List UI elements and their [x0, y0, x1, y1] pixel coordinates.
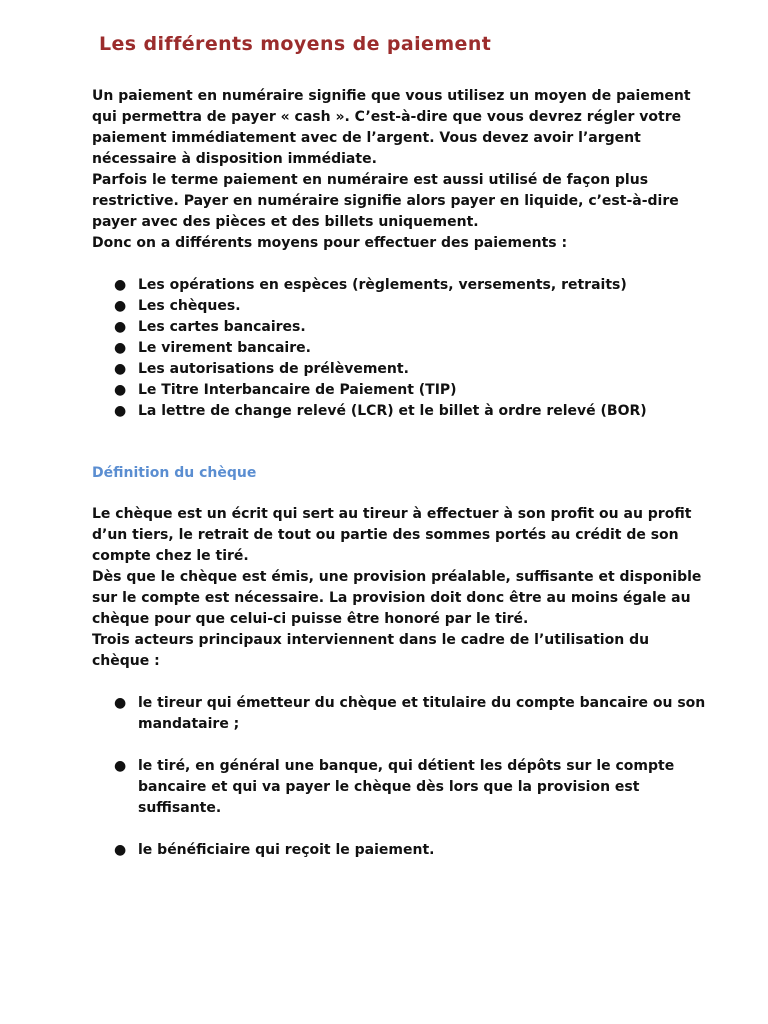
bullet-icon: ● — [114, 277, 127, 293]
intro-line: Parfois le terme paiement en numéraire est aussi utilisé de façon plus — [92, 172, 649, 188]
list-item — [92, 756, 692, 819]
intro-line: Donc on a différents moyens pour effectuer des paiements : — [92, 235, 568, 251]
actors-list — [92, 693, 706, 861]
list-item — [92, 401, 692, 422]
page-title: Les différents moyens de paiement — [99, 33, 492, 55]
intro-line: payer avec des pièces et des billets uniquement. — [92, 214, 479, 230]
bullet-icon: ● — [114, 340, 127, 356]
list-item — [92, 338, 692, 359]
cheque-line: compte chez le tiré. — [92, 548, 249, 564]
list-item-line: le bénéficiaire qui reçoit le paiement. — [138, 842, 435, 858]
intro-line: restrictive. Payer en numéraire signifie alors payer en liquide, c’est-à-dire — [92, 193, 679, 209]
bullet-icon: ● — [114, 382, 127, 398]
bullet-icon: ● — [114, 403, 127, 419]
intro-line: Un paiement en numéraire signifie que vous utilisez un moyen de paiement — [92, 88, 691, 104]
bullet-icon: ● — [114, 361, 127, 377]
spacer — [92, 484, 692, 504]
list-item — [92, 380, 692, 401]
list-item-label: Les chèques. — [138, 298, 241, 314]
list-item-line: mandataire ; — [138, 716, 240, 732]
bullet-icon: ● — [114, 758, 127, 774]
list-item-line: le tireur qui émetteur du chèque et titulaire du compte bancaire ou son — [138, 695, 706, 711]
list-item-label: Les opérations en espèces (règlements, versements, retraits) — [138, 277, 627, 293]
list-item-label: Les autorisations de prélèvement. — [138, 361, 409, 377]
cheque-line: Trois acteurs principaux interviennent dans le cadre de l’utilisation du — [92, 632, 650, 648]
intro-line: nécessaire à disposition immédiate. — [92, 151, 377, 167]
list-item — [92, 296, 692, 317]
section-heading: Définition du chèque — [92, 465, 257, 481]
spacer — [92, 422, 692, 463]
list-item — [92, 275, 692, 296]
cheque-line: d’un tiers, le retrait de tout ou partie des sommes portés au crédit de son — [92, 527, 679, 543]
list-item-label: Les cartes bancaires. — [138, 319, 306, 335]
cheque-line: Dès que le chèque est émis, une provision préalable, suffisante et disponible — [92, 569, 702, 585]
list-item — [92, 317, 692, 338]
list-item-label: Le virement bancaire. — [138, 340, 311, 356]
list-item-line: bancaire et qui va payer le chèque dès lors que la provision est — [138, 779, 640, 795]
bullet-icon: ● — [114, 298, 127, 314]
intro-paragraph — [92, 86, 692, 254]
list-item — [92, 693, 706, 735]
list-item-line: le tiré, en général une banque, qui détient les dépôts sur le compte — [138, 758, 675, 774]
cheque-paragraph — [92, 504, 702, 672]
intro-line: qui permettra de payer « cash ». C’est-à-dire que vous devrez régler votre — [92, 109, 682, 125]
list-item-label: La lettre de change relevé (LCR) et le billet à ordre relevé (BOR) — [138, 403, 647, 419]
bullet-icon: ● — [114, 842, 127, 858]
list-item — [92, 840, 692, 861]
bullet-icon: ● — [114, 695, 127, 711]
payment-methods-list — [92, 275, 692, 422]
list-item — [92, 359, 692, 380]
document-body — [92, 86, 706, 861]
cheque-line: Le chèque est un écrit qui sert au tireur à effectuer à son profit ou au profit — [92, 506, 692, 522]
cheque-line: chèque pour que celui-ci puisse être honoré par le tiré. — [92, 611, 529, 627]
list-item-label: Le Titre Interbancaire de Paiement (TIP) — [138, 382, 457, 398]
spacer — [92, 254, 692, 275]
cheque-line: chèque : — [92, 653, 160, 669]
bullet-icon: ● — [114, 319, 127, 335]
intro-line: paiement immédiatement avec de l’argent. Vous devez avoir l’argent — [92, 130, 641, 146]
spacer — [92, 672, 692, 693]
list-item-line: suffisante. — [138, 800, 222, 816]
cheque-line: sur le compte est nécessaire. La provision doit donc être au moins égale au — [92, 590, 691, 606]
